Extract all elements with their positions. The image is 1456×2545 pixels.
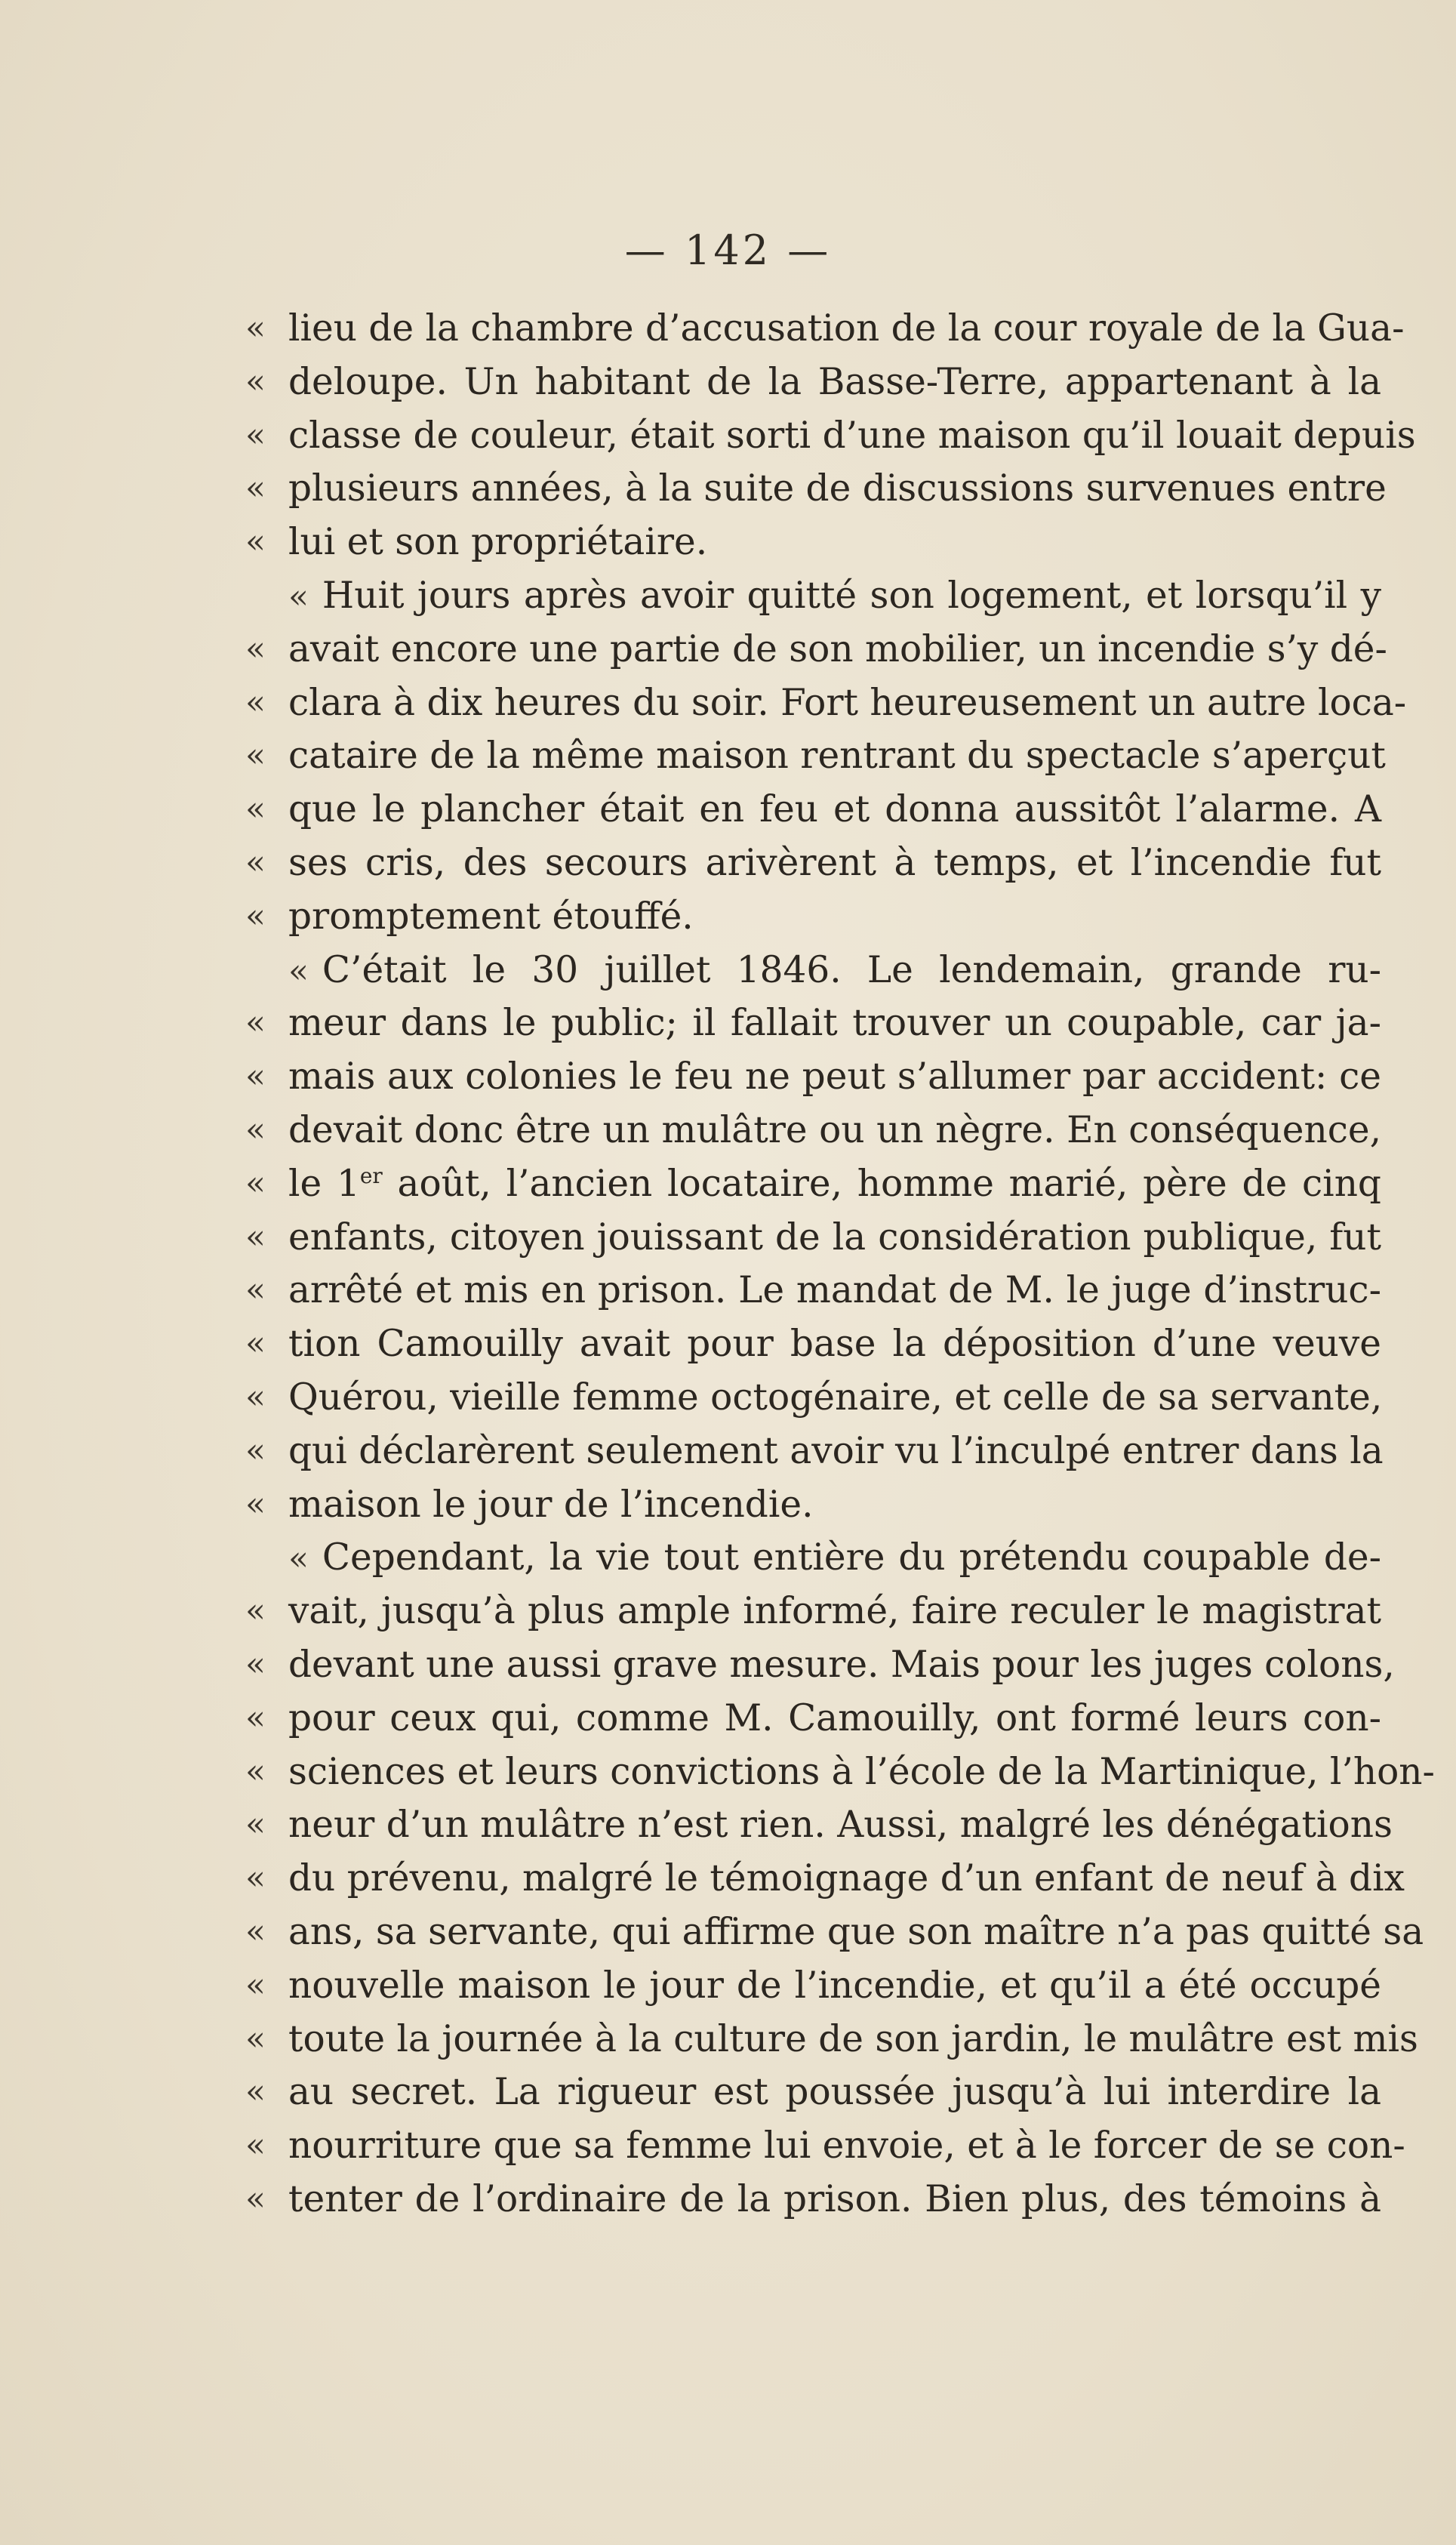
text-line [0,1425,1456,1478]
page-number: — 142 — [624,226,832,274]
line-guillemet: « [245,1859,266,1898]
line-text [288,890,1381,944]
line-text-content: meur dans le public; il fallait trouver un coupable, car ja- [288,1002,1381,1045]
line-guillemet: « [245,1431,266,1470]
line-text [288,1798,1393,1852]
line-text [288,1104,1381,1157]
line-text [288,1852,1405,1906]
paragraph-guillemet: « [288,577,309,616]
text-line [0,1211,1456,1265]
line-text-content: devait donc être un mulâtre ou un nègre. En conséquence, [288,1108,1381,1151]
line-text [288,1585,1381,1638]
text-line [0,623,1456,676]
line-guillemet: « [245,2019,266,2058]
line-text [288,569,1381,624]
line-text [288,837,1381,890]
line-text [288,783,1381,837]
text-line [0,409,1456,463]
text-line [0,2119,1456,2173]
line-text-content: Cependant, la vie tout entière du prétendu coupable de- [322,1536,1381,1579]
line-text-content: avait encore une partie de son mobilier, un incendie s’y dé- [288,627,1387,670]
line-text [288,2119,1405,2173]
line-text [288,302,1405,356]
line-text-content: nourriture que sa femme lui envoie, et à le forcer de se con- [288,2124,1405,2168]
line-text [288,356,1381,409]
line-text-content: cataire de la même maison rentrant du spectacle s’aperçut [288,735,1386,778]
line-guillemet: « [245,1752,266,1791]
line-guillemet: « [245,309,266,347]
line-guillemet: « [245,1644,266,1684]
superscript: er [359,1163,383,1188]
line-guillemet: « [245,896,266,935]
text-line [0,516,1456,569]
line-text-content: devant une aussi grave mesure. Mais pour les juges colons, [288,1643,1395,1686]
text-line [0,783,1456,837]
line-guillemet: « [245,522,266,562]
line-text-content: toute la journée à la culture de son jardin, le mulâtre est mis [288,2017,1418,2060]
text-line [0,1906,1456,1959]
line-text [288,729,1386,783]
line-guillemet: « [245,1110,266,1149]
line-guillemet: « [245,1003,266,1043]
line-text-content: deloupe. Un habitant de la Basse-Terre, appartenant à la [288,360,1381,403]
line-guillemet: « [245,1057,266,1096]
line-guillemet: « [245,362,266,401]
line-text [288,1211,1381,1265]
text-line [0,676,1456,730]
text-line [0,890,1456,944]
line-text-content: tenter de l’ordinaire de la prison. Bien plus, des témoins à [288,2177,1381,2220]
line-guillemet: « [245,1912,266,1951]
line-text-content: nouvelle maison le jour de l’incendie, et qu’il a été occupé [288,1964,1381,2007]
line-text-content: arrêté et mis en prison. Le mandat de M. le juge d’instruc- [288,1269,1381,1312]
text-line [0,2066,1456,2119]
line-text-content: maison le jour de l’incendie. [288,1483,814,1526]
text-line [0,997,1456,1050]
body-text [0,302,1456,2226]
line-text [288,1638,1395,1692]
text-line [0,1638,1456,1692]
line-guillemet: « [245,469,266,508]
line-guillemet: « [245,682,266,722]
line-guillemet: « [245,1163,266,1203]
line-guillemet: « [245,1271,266,1310]
text-line [0,1317,1456,1371]
line-text [288,2173,1381,2226]
line-text [288,1050,1381,1104]
line-guillemet: « [245,1698,266,1737]
line-text-content: classe de couleur, était sorti d’une maison qu’il louait depuis [288,414,1416,457]
line-text-content: C’était le 30 juillet 1846. Le lendemain, grande ru- [322,948,1381,991]
line-text [288,1745,1435,1799]
line-text-content: mais aux colonies le feu ne peut s’allumer par accident: ce [288,1055,1381,1098]
text-line [0,1852,1456,1906]
text-line [0,1585,1456,1638]
line-text-content: clara à dix heures du soir. Fort heureusement un autre loca- [288,681,1407,724]
line-text [288,409,1416,463]
text-line [0,1371,1456,1425]
line-text-content: enfants, citoyen jouissant de la considération publique, fut [288,1215,1381,1259]
text-line [0,1157,1456,1211]
line-text-content: lui et son propriétaire. [288,521,708,564]
line-guillemet: « [245,629,266,668]
line-text [288,516,1381,569]
text-line [0,837,1456,890]
line-guillemet: « [245,2072,266,2112]
line-text-content: neur d’un mulâtre n’est rien. Aussi, malgré les dénégations [288,1804,1393,1847]
line-text-content: ans, sa servante, qui affirme que son maître n’a pas quitté sa [288,1910,1424,1953]
line-text [288,1959,1381,2013]
line-text [288,676,1407,730]
line-guillemet: « [245,415,266,454]
line-text [288,997,1381,1050]
line-guillemet: « [245,1591,266,1631]
line-text [288,1371,1381,1425]
text-line [0,1959,1456,2013]
text-line [0,1264,1456,1317]
text-line [0,729,1456,783]
line-text-content: le 1 [288,1162,360,1205]
line-guillemet: « [245,843,266,882]
text-line [0,2013,1456,2066]
line-text-content: Huit jours après avoir quitté son logement, et lorsqu’il y [322,574,1381,617]
text-line [0,1531,1456,1585]
line-text [288,1157,1381,1211]
line-text-content: lieu de la chambre d’accusation de la cour royale de la Gua- [288,307,1405,350]
line-text-content: que le plancher était en feu et donna aussitôt l’alarme. A [288,788,1381,831]
line-guillemet: « [245,1484,266,1524]
paragraph-guillemet: « [288,1539,309,1579]
text-line [0,1478,1456,1532]
line-text [288,1317,1381,1371]
text-line [0,2173,1456,2226]
line-text [288,2066,1381,2119]
line-text [288,1425,1384,1478]
line-guillemet: « [245,1965,266,2004]
line-text [288,2013,1418,2066]
line-text [288,623,1387,676]
text-line [0,1745,1456,1799]
line-text [288,1906,1424,1959]
line-text [288,1264,1381,1317]
line-guillemet: « [245,1805,266,1844]
line-text-content: pour ceux qui, comme M. Camouilly, ont formé leurs con- [288,1696,1381,1739]
text-line [0,944,1456,997]
line-guillemet: « [245,790,266,829]
text-line [0,569,1456,623]
paragraph-guillemet: « [288,951,309,991]
text-line [0,1104,1456,1157]
line-text-continuation: août, l’ancien locataire, homme marié, père de cinq [382,1162,1381,1205]
line-text-content: qui déclarèrent seulement avoir vu l’inculpé entrer dans la [288,1429,1384,1472]
line-text [288,944,1381,999]
text-line [0,356,1456,409]
line-text-content: plusieurs années, à la suite de discussions survenues entre [288,467,1387,510]
line-guillemet: « [245,1217,266,1256]
line-text-content: promptement étouffé. [288,895,694,938]
line-text-content: ses cris, des secours arivèrent à temps, et l’incendie fut [288,841,1381,884]
line-text [288,1531,1381,1586]
line-guillemet: « [245,1377,266,1416]
line-text-content: du prévenu, malgré le témoignage d’un enfant de neuf à dix [288,1857,1405,1900]
line-text [288,1478,1381,1532]
line-text-content: Quérou, vieille femme octogénaire, et celle de sa servante, [288,1376,1383,1419]
line-text-content: vait, jusqu’à plus ample informé, faire reculer le magistrat [288,1590,1381,1633]
text-line [0,462,1456,516]
line-text [288,462,1387,516]
text-line [0,1798,1456,1852]
text-line [0,1692,1456,1745]
line-text-content: sciences et leurs convictions à l’école de la Martinique, l’hon- [288,1750,1435,1793]
line-guillemet: « [245,2126,266,2165]
line-text-content: tion Camouilly avait pour base la déposition d’une veuve [288,1323,1381,1366]
line-guillemet: « [245,736,266,775]
line-guillemet: « [245,1324,266,1363]
text-line [0,302,1456,356]
line-text-content: au secret. La rigueur est poussée jusqu’à lui interdire la [288,2071,1381,2114]
text-line [0,1050,1456,1104]
line-guillemet: « [245,2179,266,2218]
line-text [288,1692,1381,1745]
